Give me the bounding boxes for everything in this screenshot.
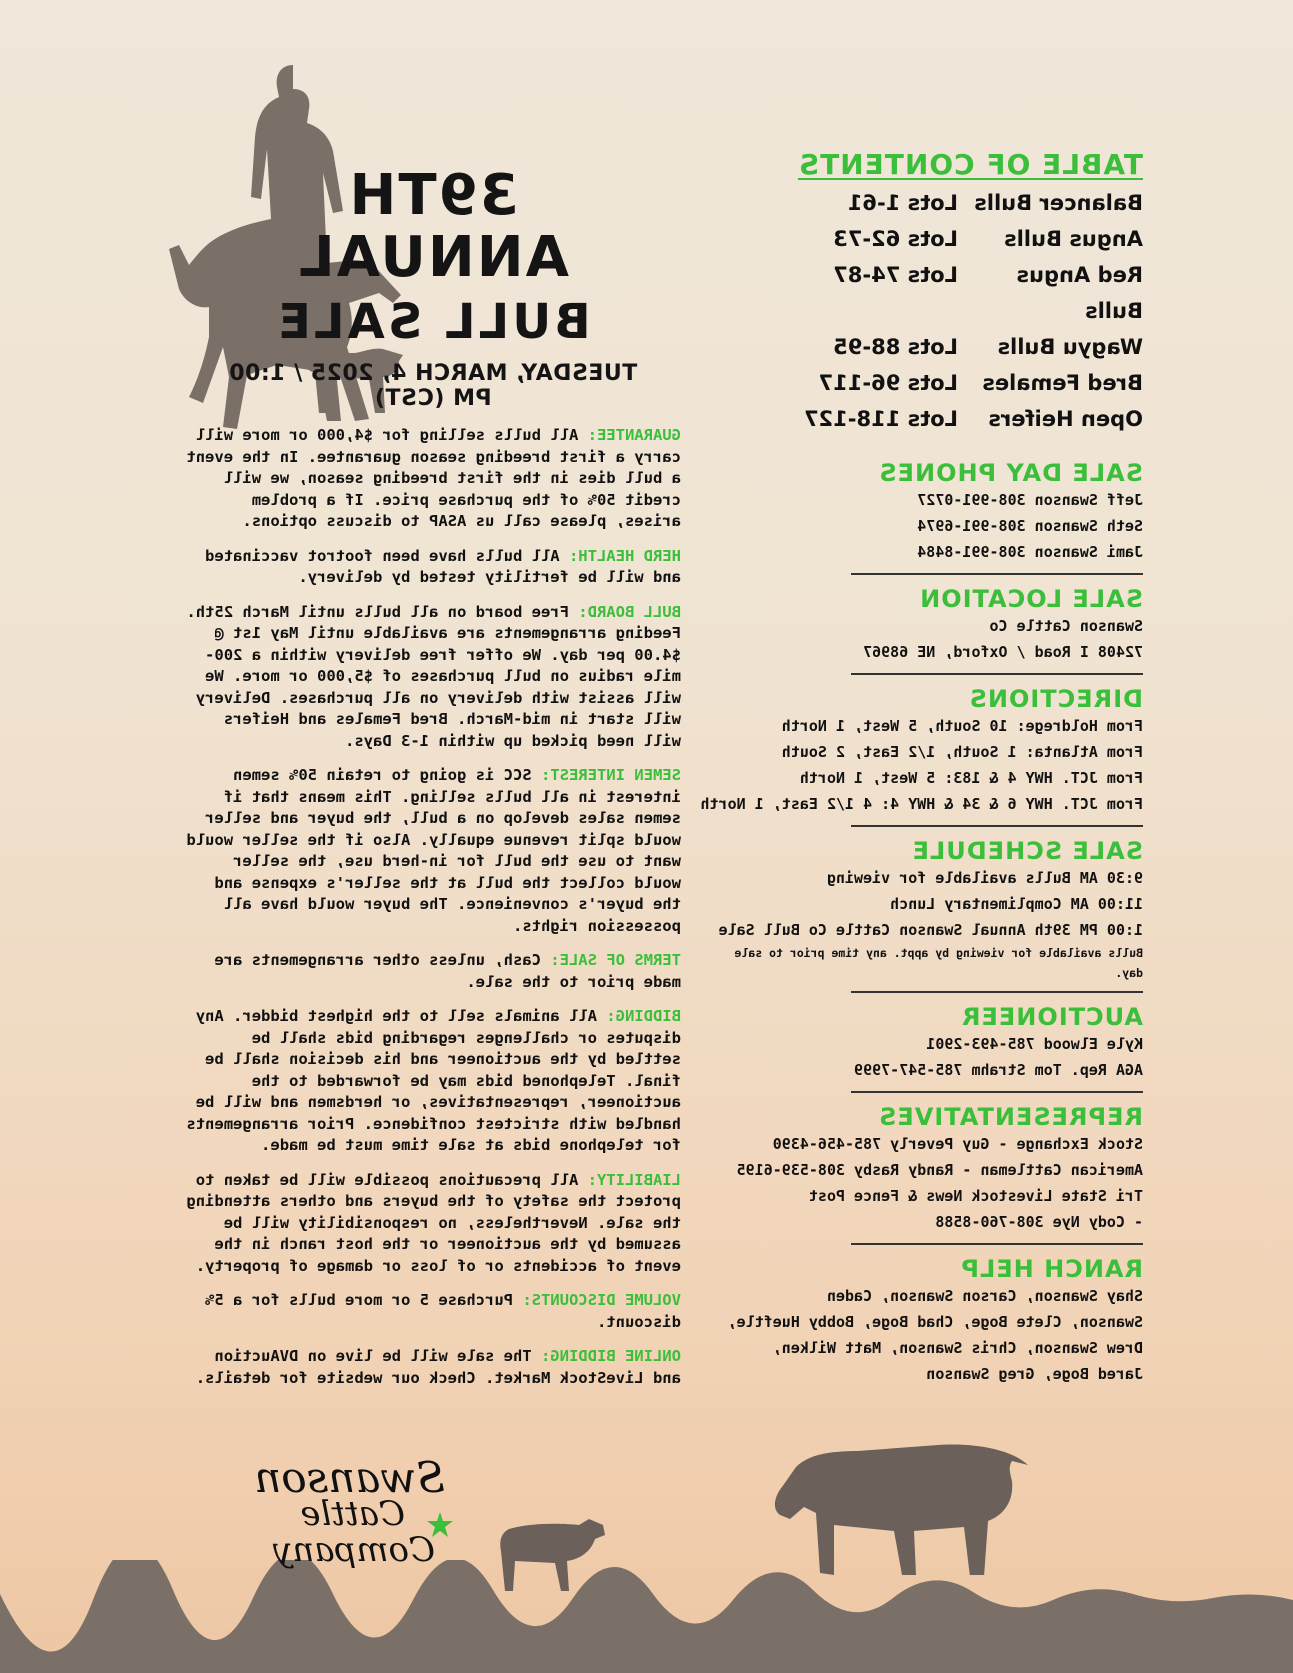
term-bull-board — [181, 602, 681, 753]
logo-line: Cattle — [300, 1494, 405, 1534]
phones-heading: SALE DAY PHONES — [878, 459, 1143, 487]
direction-line: From JCT. HWY 4 & 183: 5 West, 1 North — [799, 769, 1143, 787]
term-label: TERMS OF SALE: — [550, 951, 681, 969]
representatives — [723, 1103, 1143, 1245]
schedule-heading: SALE SCHEDULE — [911, 837, 1143, 865]
location-line: Swanson Cattle Co — [989, 617, 1143, 635]
term-liability — [181, 1170, 681, 1278]
toc-name: Angus Bulls — [1004, 227, 1143, 251]
schedule-line: 1:00 PM 39th Annual Swanson Cattle Co Bull Sale — [718, 921, 1143, 939]
term-text: Free board on all bulls until March 25th. Feeding arrangements are available until May 1st @ $4.00 per day. We offer free delivery within a 200-mile radius on bull purchases of $5,000 or more. We will assist with delivery on all purchases. Delivery will start in mid-March. Bred Females and Heifers will need picked up within 1-3 Days. — [186, 602, 681, 750]
toc-lots: Lots 74-87 — [833, 263, 958, 287]
logo-star-icon — [427, 1512, 453, 1538]
auctioneer-line: Kyle Elwood 785-493-2901 — [926, 1035, 1143, 1053]
toc-row — [723, 329, 1143, 365]
direction-line: From JCT. HWY 6 & 34 & HWY 4: 4 1/2 East, 1 North — [700, 795, 1143, 813]
schedule-line: 11:00 AM Complimentary Lunch — [890, 895, 1143, 913]
phone-line: Jeff Swanson 308-991-0727 — [917, 491, 1143, 509]
representative-line: Stock Exchange - Guy Peverly 785-456-4390 — [772, 1135, 1143, 1153]
ranch-help-line: Drew Swanson, Chris Swanson, Matt Wilken, — [772, 1339, 1143, 1357]
logo-line: Swanson — [254, 1453, 445, 1502]
sale-terms-column — [181, 425, 681, 1402]
toc-row — [723, 185, 1143, 221]
term-volume-discounts — [181, 1290, 681, 1333]
sale-title-block — [223, 165, 643, 411]
sale-schedule — [718, 837, 1143, 993]
term-semen-interest — [181, 765, 681, 937]
phone-line: Jami Swanson 308-991-8484 — [917, 543, 1143, 561]
directions-heading: DIRECTIONS — [968, 685, 1143, 713]
toc-name: Red Angus Bulls — [1016, 263, 1143, 323]
representatives-heading: REPRESENTATIVES — [878, 1103, 1143, 1131]
term-guarantee — [181, 425, 681, 533]
toc-name: Bred Females — [982, 371, 1143, 395]
term-bidding — [181, 1006, 681, 1157]
term-label: VOLUME DISCOUNTS: — [522, 1291, 681, 1309]
term-text: All bulls have been footrot vaccinated and will be fertility tested by delivery. — [205, 546, 681, 586]
sale-location — [723, 585, 1143, 675]
toc-row — [723, 365, 1143, 401]
logo-text — [215, 1453, 445, 1570]
divider — [851, 991, 1143, 993]
divider — [851, 573, 1143, 575]
divider — [851, 825, 1143, 827]
term-text: SCC is going to retain 50% semen interest in all bulls selling. This means that if semen sales develop on a bull, the buyer and seller would split revenue equally. Also if the seller would want to use the bull for in-herd use, the seller would collect the bull at the seller's expense and the buyer's convenience. The buyer would have all possession rights. — [186, 766, 681, 935]
toc-row — [723, 257, 1143, 329]
divider — [851, 673, 1143, 675]
term-label: LIABILITY: — [587, 1170, 681, 1189]
direction-line: From Atlanta: 1 South, 1/2 East, 2 South — [781, 743, 1143, 761]
toc-lots: Lots 118-127 — [803, 407, 958, 431]
term-text: The sale will be live on DVAuction and LiveStock Market. Check our website for details. — [195, 1347, 681, 1387]
toc-lots: Lots 96-117 — [818, 371, 958, 395]
schedule-line: 9:30 AM Bulls available for viewing — [826, 869, 1143, 887]
grass-silhouette — [0, 1560, 1293, 1673]
toc-name: Wagyu Bulls — [997, 335, 1143, 359]
swanson-cattle-company-logo — [215, 1453, 445, 1580]
representative-line: American Cattleman - Randy Rasby 308-539-6195 — [736, 1161, 1143, 1179]
term-label: ONLINE BIDDING: — [541, 1347, 681, 1365]
term-label: GUARANTEE: — [587, 426, 681, 444]
toc-name: Open Heifers — [988, 407, 1143, 431]
toc-row — [723, 401, 1143, 437]
auctioneer — [723, 1003, 1143, 1093]
term-online-bidding — [181, 1346, 681, 1389]
term-text: All bulls selling for $4,000 or more will carry a first breeding season guarantee. In the event a bull dies in the first breeding season, we will credit 50% of the purchase price. If a problem arises, please call us ASAP to discuss options. — [186, 426, 681, 530]
term-herd-health — [181, 546, 681, 589]
toc-heading: TABLE OF CONTENTS — [797, 148, 1143, 181]
title-bull-sale: BULL SALE — [275, 294, 591, 350]
ranch-help — [723, 1255, 1143, 1387]
location-heading: SALE LOCATION — [919, 585, 1143, 613]
directions — [700, 685, 1143, 827]
sale-date: TUESDAY, MARCH 4, 2025 / 1:00 PM (CST) — [228, 361, 638, 411]
term-label: HERD HEALTH: — [569, 546, 681, 565]
term-text: All animals sell to the highest bidder. Any disputes or challenges regarding bids shall be settled by the auctioneer and his decision shall be final. Telephoned bids may be forwarded to the auctioneer, representatives, or herdsmen and will be handled with strictest confidence. Prior arrangements for telephone bids at sale time must be made. — [186, 1007, 681, 1154]
location-line: 72408 I Road / Oxford, NE 68967 — [863, 643, 1143, 661]
sale-day-phones — [723, 459, 1143, 575]
toc-name: Balancer Bulls — [974, 191, 1143, 215]
info-column — [700, 148, 1143, 1387]
toc-lots: Lots 88-95 — [833, 335, 958, 359]
phone-line: Seth Swanson 308-991-6974 — [917, 517, 1143, 535]
term-label: BULL BOARD: — [578, 602, 681, 621]
cow-silhouette — [768, 1435, 1068, 1575]
divider — [851, 1091, 1143, 1093]
schedule-note: Bulls available for viewing by appt. any time prior to sale day. — [734, 946, 1143, 980]
table-of-contents — [723, 148, 1143, 437]
title-annual: 39TH ANNUAL — [297, 163, 569, 290]
ranch-help-line: Jared Boge, Greg Swanson — [926, 1365, 1143, 1383]
direction-line: From Holdrege: 10 South, 5 West, 1 North — [781, 717, 1143, 735]
term-label: SEMEN INTEREST: — [541, 766, 681, 784]
term-text: Cash, unless other arrangements are made prior to the sale. — [214, 951, 681, 991]
auctioneer-heading: AUCTIONEER — [961, 1003, 1143, 1031]
ranch-help-heading: RANCH HELP — [960, 1255, 1143, 1283]
toc-lots: Lots 62-73 — [833, 227, 958, 251]
representative-line: Tri State Livestock News & Fence Post — [808, 1187, 1143, 1205]
term-text: Purchase 5 or more bulls for a 5% discount. — [205, 1291, 681, 1331]
term-terms-of-sale — [181, 950, 681, 993]
term-text: All precautions possible will be taken to protect the safety of the buyers and others attending the sale. Nevertheless, no responsibility will be assumed by the auctioneer or the host ranch in the event of accidents or of loss or damage of property. — [186, 1170, 681, 1275]
representative-line: - Cody Nye 308-760-8588 — [935, 1213, 1143, 1231]
term-label: BIDDING: — [606, 1007, 681, 1025]
toc-lots: Lots 1-61 — [847, 191, 958, 215]
ranch-help-line: Shay Swanson, Carson Swanson, Caden — [826, 1287, 1143, 1305]
divider — [851, 1243, 1143, 1245]
toc-row — [723, 221, 1143, 257]
auctioneer-line: AGA Rep. Tom Strahm 785-547-7999 — [854, 1061, 1143, 1079]
ranch-help-line: Swanson, Clete Boge, Chad Boge, Bobby Hueftle, — [727, 1313, 1143, 1331]
logo-line: Company — [273, 1530, 435, 1570]
